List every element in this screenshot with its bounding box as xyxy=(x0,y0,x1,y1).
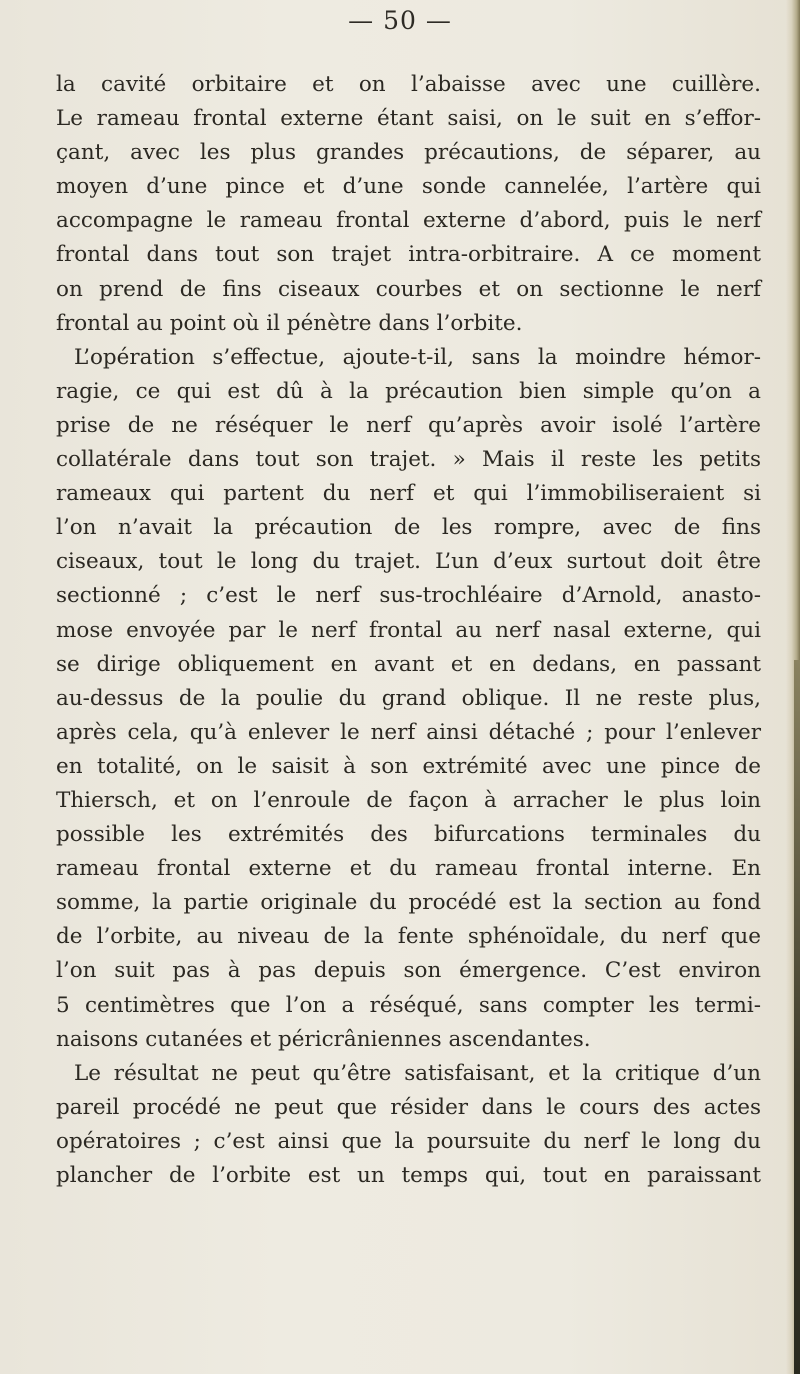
text-line: 5 centimètres que l’on a réséqué, sans compter les termi- xyxy=(56,992,761,1018)
text-line: somme, la partie originale du procédé est la section au fond xyxy=(56,890,761,916)
text-line: on prend de fins ciseaux courbes et on sectionne le nerf xyxy=(56,276,761,302)
text-line: se dirige obliquement en avant et en dedans, en passant xyxy=(56,651,761,677)
text-line: Le rameau frontal externe étant saisi, on le suit en s’effor- xyxy=(56,106,761,132)
text-line: prise de ne réséquer le nerf qu’après avoir isolé l’artère xyxy=(56,412,761,438)
text-line: plancher de l’orbite est un temps qui, tout en paraissant xyxy=(56,1163,761,1188)
text-line: ragie, ce qui est dû à la précaution bien simple qu’on a xyxy=(56,378,761,404)
text-line: Le résultat ne peut qu’être satisfaisant, et la critique d’un xyxy=(74,1060,761,1086)
text-line: au-dessus de la poulie du grand oblique. Il ne reste plus, xyxy=(56,685,761,711)
text-line: L’opération s’effectue, ajoute-t-il, sans la moindre hémor- xyxy=(74,344,761,370)
text-line: l’on suit pas à pas depuis son émergence. C’est environ xyxy=(56,958,761,984)
text-line: l’on n’avait la précaution de les rompre, avec de fins xyxy=(56,515,761,541)
text-line: ciseaux, tout le long du trajet. L’un d’eux surtout doit être xyxy=(56,549,761,575)
text-line: opératoires ; c’est ainsi que la poursuite du nerf le long du xyxy=(56,1128,761,1154)
text-line: accompagne le rameau frontal externe d’abord, puis le nerf xyxy=(56,208,761,234)
text-line: possible les extrémités des bifurcations terminales du xyxy=(56,822,761,848)
text-line: çant, avec les plus grandes précautions, de séparer, au xyxy=(56,140,761,166)
page-number: — 50 — xyxy=(348,6,452,35)
text-line: frontal dans tout son trajet intra-orbitraire. A ce moment xyxy=(56,242,761,268)
text-line: après cela, qu’à enlever le nerf ainsi détaché ; pour l’enlever xyxy=(56,719,761,745)
text-line: sectionné ; c’est le nerf sus-trochléaire d’Arnold, anasto- xyxy=(56,583,761,609)
text-line: frontal au point où il pénètre dans l’orbite. xyxy=(56,310,523,336)
text-line: rameau frontal externe et du rameau frontal interne. En xyxy=(56,856,761,882)
text-line: rameaux qui partent du nerf et qui l’immobiliseraient si xyxy=(56,481,761,507)
text-line: mose envoyée par le nerf frontal au nerf nasal externe, qui xyxy=(56,617,761,643)
text-line: moyen d’une pince et d’une sonde cannelée, l’artère qui xyxy=(56,174,761,200)
text-line: en totalité, on le saisit à son extrémité avec une pince de xyxy=(56,753,761,779)
text-line: de l’orbite, au niveau de la fente sphénoïdale, du nerf que xyxy=(56,924,761,950)
body-text xyxy=(56,68,796,1193)
text-line: la cavité orbitaire et on l’abaisse avec une cuillère. xyxy=(56,72,761,97)
text-line: pareil procédé ne peut que résider dans le cours des actes xyxy=(56,1094,761,1120)
text-line: collatérale dans tout son trajet. » Mais il reste les petits xyxy=(56,447,761,473)
text-line: naisons cutanées et péricrâniennes ascendantes. xyxy=(56,1026,591,1052)
text-line: Thiersch, et on l’enroule de façon à arracher le plus loin xyxy=(56,787,761,813)
